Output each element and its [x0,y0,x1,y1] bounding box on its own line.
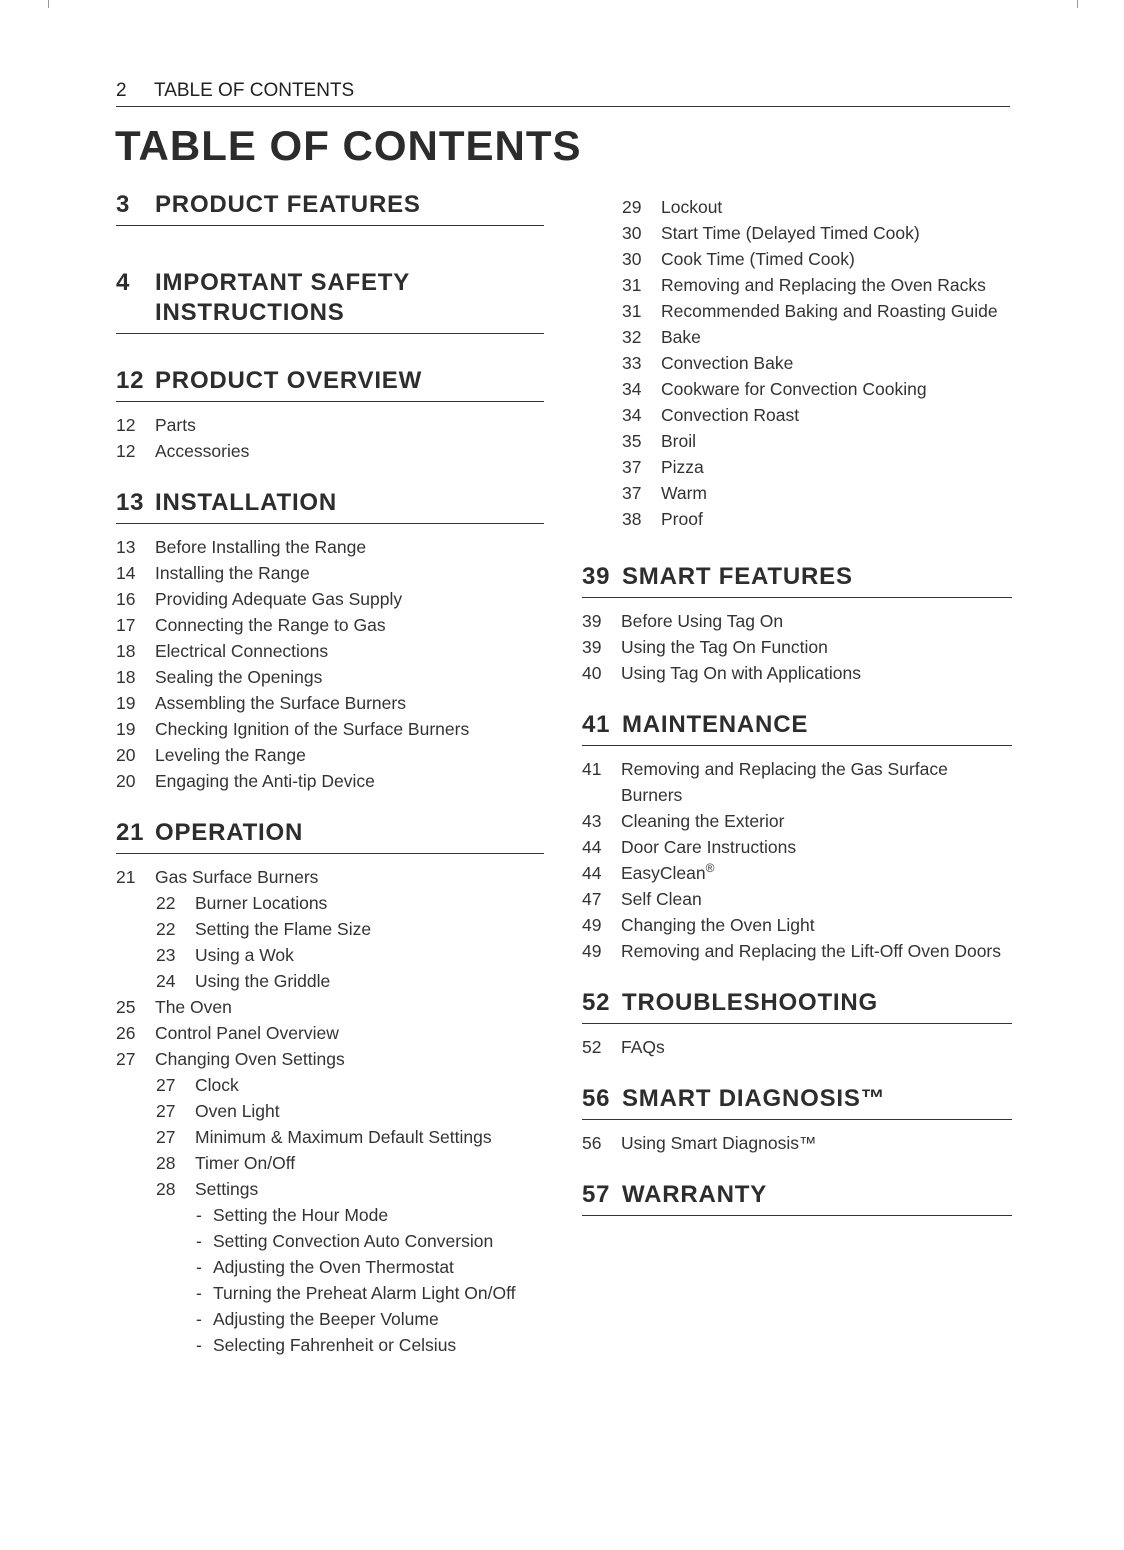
entry-title: FAQs [621,1037,665,1057]
section-heading[interactable] [116,190,544,226]
toc-entry[interactable] [622,272,1012,298]
crop-mark-left [48,0,49,8]
toc-subentry[interactable] [116,916,544,942]
section-number: 41 [582,711,611,738]
header-page-number: 2 [116,80,127,101]
toc-entry[interactable] [582,834,1012,860]
entry-title: Removing and Replacing the Lift-Off Oven Doors [621,941,1002,961]
entry-title: Door Care Instructions [621,837,797,857]
section-heading[interactable] [116,366,544,402]
toc-entry[interactable] [116,742,544,768]
entry-page: 21 [116,867,136,887]
toc-entry[interactable] [622,194,1012,220]
section-title [155,268,410,328]
header-title: TABLE OF CONTENTS [154,80,355,101]
entry-page: 20 [116,771,136,791]
entry-title: Bake [661,327,701,347]
toc-right-column [582,562,1012,1226]
toc-entry[interactable] [622,480,1012,506]
toc-entry[interactable] [116,560,544,586]
entry-title: Removing and Replacing the Oven Racks [661,275,986,295]
entry-title: Connecting the Range to Gas [155,615,386,635]
entry-title: Self Clean [621,889,702,909]
entry-title: Providing Adequate Gas Supply [155,589,403,609]
toc-entry[interactable] [622,454,1012,480]
toc-dash-entry[interactable] [116,1306,544,1332]
entry-title: Before Installing the Range [155,537,367,557]
entry-title: Minimum & Maximum Default Settings [195,1127,492,1147]
dash-bullet: - [196,1309,202,1329]
entry-page: 33 [622,353,642,373]
toc-left-column [116,190,544,1358]
toc-subentry[interactable] [116,890,544,916]
dash-bullet: - [196,1205,202,1225]
section-number: 13 [116,489,145,516]
section-number: 21 [116,819,145,846]
toc-entry[interactable] [116,586,544,612]
section-heading[interactable] [582,562,1012,598]
entry-page: 37 [622,483,642,503]
entry-page: 28 [156,1179,176,1199]
toc-entry[interactable] [582,808,1012,834]
entry-page: 16 [116,589,136,609]
toc-entry[interactable] [116,534,544,560]
section-heading[interactable] [582,1084,1012,1120]
section-heading[interactable] [582,988,1012,1024]
toc-entry[interactable] [622,428,1012,454]
section-title: SMART FEATURES [622,563,853,590]
toc-entry[interactable] [116,638,544,664]
section-title: INSTALLATION [155,489,338,516]
section-title: TROUBLESHOOTING [622,989,878,1016]
entry-page: 29 [622,197,642,217]
entry-title: Broil [661,431,697,451]
toc-entry[interactable] [116,690,544,716]
section-installation [116,488,544,794]
entry-title: Convection Bake [661,353,794,373]
section-title: OPERATION [155,819,304,846]
entry-title: Gas Surface Burners [155,867,319,887]
entry-page: 19 [116,693,136,713]
toc-subentry[interactable] [116,1098,544,1124]
entry-title: Checking Ignition of the Surface Burners [155,719,470,739]
entry-title: Control Panel Overview [155,1023,339,1043]
page-title: TABLE OF CONTENTS [115,122,582,169]
entry-title: Start Time (Delayed Timed Cook) [661,223,920,243]
entry-title: Changing the Oven Light [621,915,815,935]
entry-page: 47 [582,889,602,909]
toc-entry[interactable] [582,756,1012,808]
toc-entry[interactable] [622,298,1012,324]
entry-title: Parts [155,415,196,435]
entry-title: Using a Wok [195,945,294,965]
entry-page: 23 [156,945,176,965]
toc-entry[interactable] [116,1020,544,1046]
entry-title: Timer On/Off [195,1153,296,1173]
toc-entry[interactable] [622,376,1012,402]
toc-entry[interactable] [622,350,1012,376]
entry-page: 12 [116,441,136,461]
section-title: MAINTENANCE [622,711,809,738]
section-product-features [116,190,544,226]
entry-page: 44 [582,863,602,883]
entry-title: Before Using Tag On [621,611,784,631]
entry-title: Setting Convection Auto Conversion [213,1231,494,1251]
entry-page: 52 [582,1037,602,1057]
entry-title: Settings [195,1179,259,1199]
entry-title: Using the Griddle [195,971,331,991]
toc-entry[interactable] [582,660,1012,686]
toc-entry[interactable] [116,864,544,890]
toc-entry[interactable] [622,220,1012,246]
section-number: 3 [116,191,131,218]
toc-entry[interactable] [622,324,1012,350]
entry-page: 18 [116,667,136,687]
toc-entry[interactable] [622,246,1012,272]
entry-page: 22 [156,893,176,913]
entry-page: 35 [622,431,642,451]
entry-page: 32 [622,327,642,347]
toc-dash-entry[interactable] [116,1332,544,1358]
toc-entry[interactable] [582,912,1012,938]
entry-title: Changing Oven Settings [155,1049,345,1069]
entry-page: 22 [156,919,176,939]
entry-title: Oven Light [195,1101,280,1121]
entry-title: Pizza [661,457,704,477]
entry-page: 17 [116,615,136,635]
registered-mark: ® [705,861,715,876]
toc-dash-entry[interactable] [116,1280,544,1306]
entry-title: Using Tag On with Applications [621,663,861,683]
entry-title: Sealing the Openings [155,667,323,687]
dash-bullet: - [196,1335,202,1355]
entry-page: 41 [582,759,602,779]
running-header [116,80,1010,107]
dash-bullet: - [196,1283,202,1303]
section-operation [116,818,544,1358]
entry-page: 38 [622,509,642,529]
section-title: PRODUCT OVERVIEW [155,367,423,394]
entry-title: Removing and Replacing the Gas Surface Burners [621,759,948,805]
entry-title: Proof [661,509,703,529]
toc-entry[interactable] [622,506,1012,532]
entry-title: The Oven [155,997,232,1017]
crop-mark-right [1077,0,1078,8]
section-title: PRODUCT FEATURES [155,191,421,218]
section-smart-features [582,562,1012,686]
toc-right-continuation [622,194,1012,532]
entry-title: Turning the Preheat Alarm Light On/Off [213,1283,516,1303]
section-heading[interactable] [116,488,544,524]
entry-page: 31 [622,275,642,295]
section-warranty [582,1180,1012,1216]
toc-entry[interactable] [582,886,1012,912]
entry-page: 39 [582,637,602,657]
entry-page: 12 [116,415,136,435]
entry-title: Burner Locations [195,893,328,913]
section-heading[interactable] [116,268,544,334]
toc-dash-entry[interactable] [116,1228,544,1254]
toc-subentry[interactable] [116,1124,544,1150]
toc-entry[interactable] [116,716,544,742]
entry-page: 20 [116,745,136,765]
entry-title: Lockout [661,197,723,217]
entry-page: 34 [622,405,642,425]
entry-page: 27 [116,1049,136,1069]
entry-title: Accessories [155,441,250,461]
toc-subentry[interactable] [116,942,544,968]
section-important-safety [116,268,544,334]
entry-title: Leveling the Range [155,745,306,765]
entry-title [621,860,1012,886]
entry-page: 56 [582,1133,602,1153]
entry-title: Adjusting the Oven Thermostat [213,1257,454,1277]
section-heading[interactable] [116,818,544,854]
toc-entry[interactable] [116,768,544,794]
toc-entry[interactable] [582,860,1012,886]
entry-title: Clock [195,1075,239,1095]
entry-page: 25 [116,997,136,1017]
toc-dash-entry[interactable] [116,1254,544,1280]
entry-page: 27 [156,1127,176,1147]
entry-title: Setting the Flame Size [195,919,372,939]
section-title-line: IMPORTANT SAFETY [155,269,411,296]
entry-page: 19 [116,719,136,739]
section-smart-diagnosis [582,1084,1012,1156]
toc-entry[interactable] [582,634,1012,660]
toc-subentry[interactable] [116,1072,544,1098]
entry-title: Cookware for Convection Cooking [661,379,927,399]
section-number: 52 [582,989,611,1016]
toc-entry[interactable] [116,612,544,638]
toc-entry[interactable] [582,608,1012,634]
toc-dash-entry[interactable] [116,1202,544,1228]
entry-page: 27 [156,1101,176,1121]
entry-page: 31 [622,301,642,321]
entry-title: Recommended Baking and Roasting Guide [661,301,998,321]
toc-entry[interactable] [582,1034,1012,1060]
entry-title: Warm [661,483,708,503]
section-heading[interactable] [582,710,1012,746]
entry-title: Cook Time (Timed Cook) [661,249,855,269]
section-number: 12 [116,367,145,394]
toc-subentry[interactable] [116,1150,544,1176]
toc-entry[interactable] [116,412,544,438]
entry-page: 43 [582,811,602,831]
entry-page: 49 [582,915,602,935]
entry-page: 24 [156,971,176,991]
entry-page: 18 [116,641,136,661]
toc-entry[interactable] [116,664,544,690]
entry-page: 39 [582,611,602,631]
dash-bullet: - [196,1231,202,1251]
toc-subentry[interactable] [116,1176,544,1202]
toc-entry[interactable] [116,994,544,1020]
section-title-line: INSTRUCTIONS [155,299,345,326]
entry-title: Using Smart Diagnosis™ [621,1133,817,1153]
entry-page: 30 [622,223,642,243]
entry-title-text: EasyClean [621,863,706,883]
entry-title: Convection Roast [661,405,800,425]
toc-entry[interactable] [116,438,544,464]
section-maintenance [582,710,1012,964]
entry-page: 40 [582,663,602,683]
entry-page: 14 [116,563,136,583]
section-number: 4 [116,269,131,296]
entry-page: 49 [582,941,602,961]
entry-title: Installing the Range [155,563,310,583]
entry-title: Assembling the Surface Burners [155,693,406,713]
entry-page: 28 [156,1153,176,1173]
entry-title: Setting the Hour Mode [213,1205,389,1225]
entry-page: 37 [622,457,642,477]
entry-page: 34 [622,379,642,399]
section-number: 56 [582,1085,611,1112]
entry-title: Engaging the Anti-tip Device [155,771,375,791]
entry-title: Using the Tag On Function [621,637,828,657]
section-title: SMART DIAGNOSIS™ [622,1085,886,1112]
section-number: 39 [582,563,611,590]
entry-page: 44 [582,837,602,857]
section-troubleshooting [582,988,1012,1060]
toc-entry[interactable] [582,1130,1012,1156]
toc-entry[interactable] [116,1046,544,1072]
entry-title: Cleaning the Exterior [621,811,785,831]
entry-page: 26 [116,1023,136,1043]
section-heading[interactable] [582,1180,1012,1216]
entry-page: 13 [116,537,136,557]
section-number: 57 [582,1181,611,1208]
dash-bullet: - [196,1257,202,1277]
toc-entry[interactable] [622,402,1012,428]
entry-page: 27 [156,1075,176,1095]
section-title: WARRANTY [622,1181,768,1208]
entry-title: Electrical Connections [155,641,329,661]
toc-entry[interactable] [582,938,1012,964]
section-product-overview [116,366,544,464]
entry-title: Adjusting the Beeper Volume [213,1309,439,1329]
entry-title: Selecting Fahrenheit or Celsius [213,1335,457,1355]
toc-subentry[interactable] [116,968,544,994]
entry-page: 30 [622,249,642,269]
